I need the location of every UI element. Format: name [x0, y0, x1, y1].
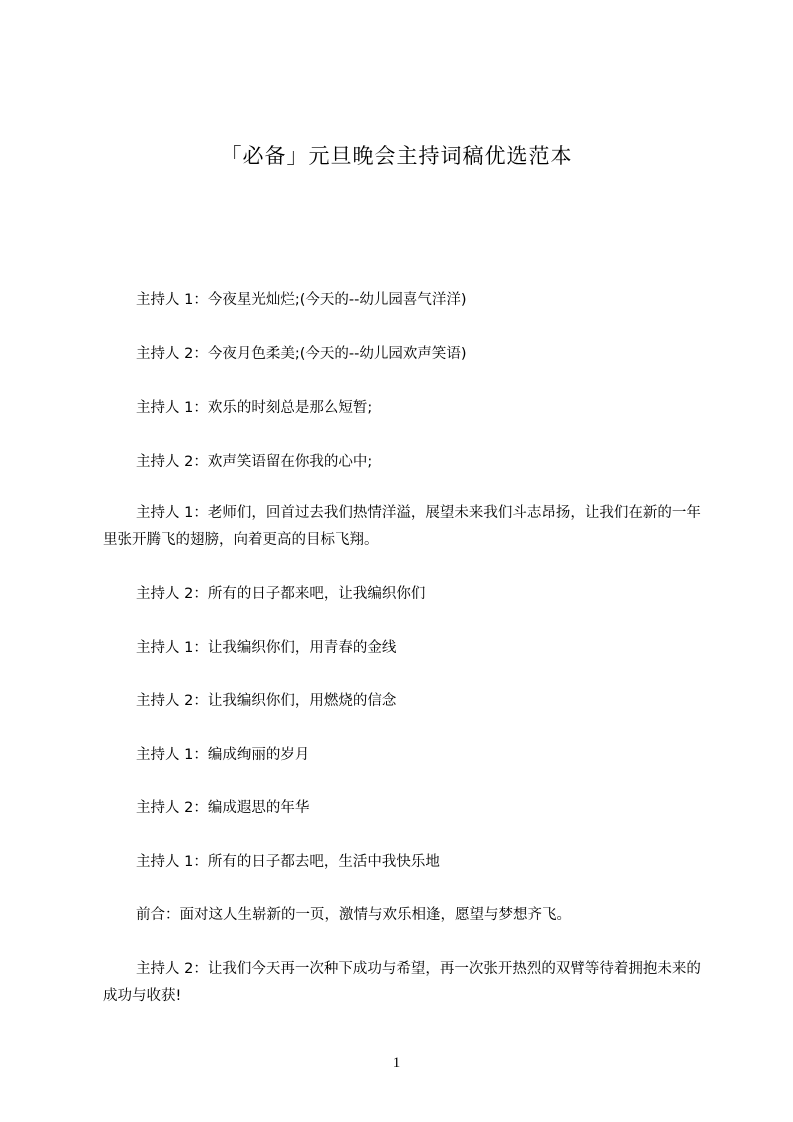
paragraph-text: 主持人 2：编成遐思的年华	[136, 800, 310, 816]
paragraph	[103, 287, 703, 314]
paragraph-text: 主持人 1：今夜星光灿烂;(今天的--幼儿园喜气洋洋)	[136, 292, 467, 308]
paragraph-text: 主持人 2：欢声笑语留在你我的心中;	[136, 454, 373, 470]
paragraph	[103, 395, 703, 422]
page-number: 1	[392, 1055, 401, 1071]
paragraph	[103, 500, 703, 554]
paragraph	[103, 742, 703, 769]
paragraph	[103, 341, 703, 368]
paragraph-text: 主持人 2：让我们今天再一次种下成功与希望，再一次张开热烈的双臂等待着拥抱未来的成功与收获!	[103, 961, 701, 1004]
paragraph	[103, 635, 703, 662]
paragraph	[103, 956, 703, 1010]
paragraph-text: 主持人 1：老师们，回首过去我们热情洋溢，展望未来我们斗志昂扬，让我们在新的一年里张开腾飞的翅膀，向着更高的目标飞翔。	[103, 505, 701, 548]
paragraph-text: 前合：面对这人生崭新的一页，激情与欢乐相逢，愿望与梦想齐飞。	[136, 907, 571, 923]
paragraph-text: 主持人 1：让我编织你们，用青春的金线	[136, 640, 397, 656]
paragraph-text: 主持人 2：让我编织你们，用燃烧的信念	[136, 693, 397, 709]
paragraph	[103, 688, 703, 715]
paragraph	[103, 581, 703, 608]
paragraph-text: 主持人 2：今夜月色柔美;(今天的--幼儿园欢声笑语)	[136, 346, 467, 362]
paragraph	[103, 449, 703, 476]
paragraph-text: 主持人 1：欢乐的时刻总是那么短暂;	[136, 400, 373, 416]
paragraph	[103, 902, 703, 929]
document-title: 「必备」元旦晚会主持词稿优选范本	[220, 144, 573, 168]
paragraph-text: 主持人 1：编成绚丽的岁月	[136, 747, 310, 763]
paragraph	[103, 795, 703, 822]
paragraph-text: 主持人 2：所有的日子都来吧，让我编织你们	[136, 586, 426, 602]
paragraph	[103, 849, 703, 876]
paragraph-text: 主持人 1：所有的日子都去吧，生活中我快乐地	[136, 854, 440, 870]
